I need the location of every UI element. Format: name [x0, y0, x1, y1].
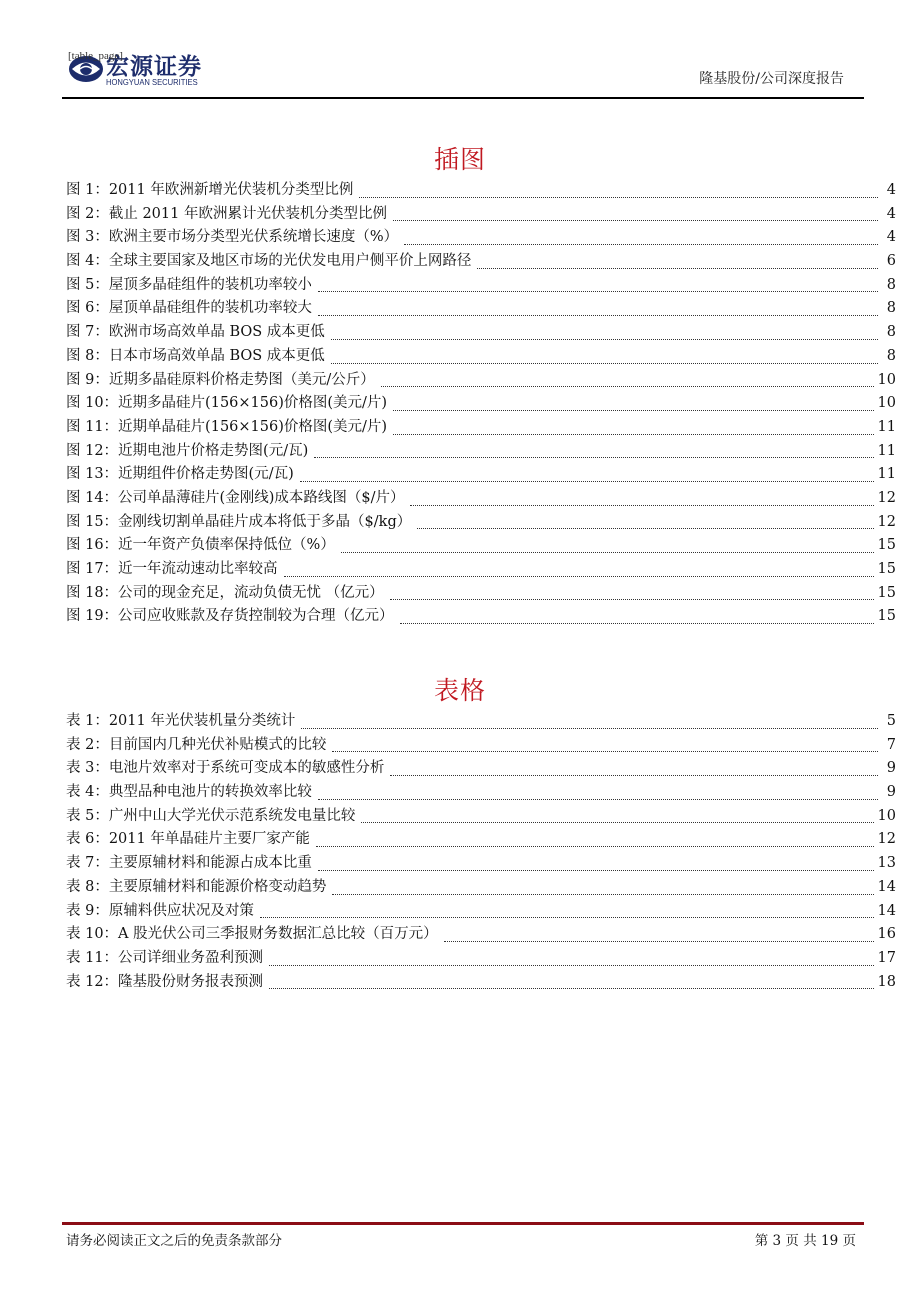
table-entry-label[interactable]: 表 7：主要原辅材料和能源占成本比重 [66, 855, 312, 872]
figure-entry-label[interactable]: 图 6：屋顶单晶硅组件的装机功率较大 [66, 300, 312, 317]
figure-entry-label[interactable]: 图 19：公司应收账款及存货控制较为合理（亿元） [66, 608, 394, 625]
table-entry-page[interactable]: 13 [877, 855, 896, 872]
table-entry[interactable] [66, 781, 896, 805]
figure-entry[interactable] [66, 369, 896, 393]
dot-leader [393, 433, 873, 435]
figure-entry[interactable] [66, 440, 896, 464]
footer-divider [62, 1222, 864, 1225]
dot-leader [318, 314, 878, 316]
table-entry-label[interactable]: 表 10：A 股光伏公司三季报财务数据汇总比较（百万元） [66, 926, 438, 943]
figure-entry-label[interactable]: 图 14：公司单晶薄硅片(金刚线)成本路线图（$/片） [66, 489, 405, 506]
table-entry[interactable] [66, 971, 896, 995]
figure-entry[interactable] [66, 250, 896, 274]
figure-entry-label[interactable]: 图 12：近期电池片价格走势图(元/瓦) [66, 442, 309, 459]
dot-leader [331, 362, 878, 364]
dot-leader [393, 219, 878, 221]
figure-entry-label[interactable]: 图 3：欧洲主要市场分类型光伏系统增长速度（%） [66, 229, 399, 246]
dot-leader [260, 916, 874, 918]
figures-section-title: 插图 [433, 145, 486, 174]
table-entry[interactable] [66, 805, 896, 829]
dot-leader [300, 480, 874, 482]
figure-entry[interactable] [66, 487, 896, 511]
figure-entry[interactable] [66, 203, 896, 227]
table-entry-page[interactable]: 17 [877, 949, 896, 966]
dot-leader [314, 456, 873, 458]
figure-entry-page[interactable]: 15 [877, 537, 896, 554]
logo-chinese-name: 宏源证券 [106, 54, 202, 80]
figure-entry[interactable] [66, 274, 896, 298]
figure-entry-page[interactable]: 11 [877, 442, 896, 459]
figure-entry-page[interactable]: 12 [877, 513, 896, 530]
figure-entry-label[interactable]: 图 4：全球主要国家及地区市场的光伏发电用户侧平价上网路径 [66, 253, 472, 270]
figure-entry-page[interactable]: 6 [886, 253, 896, 270]
table-entry[interactable] [66, 828, 896, 852]
figure-entry[interactable] [66, 297, 896, 321]
figure-entry-label[interactable]: 图 17：近一年流动速动比率较高 [66, 561, 278, 577]
figure-entry-page[interactable]: 8 [886, 276, 896, 293]
figure-entry-label[interactable]: 图 2：截止 2011 年欧洲累计光伏装机分类型比例 [66, 205, 387, 222]
dot-leader [410, 504, 873, 506]
figure-entry[interactable] [66, 534, 896, 558]
figure-entry-label[interactable]: 图 1：2011 年欧洲新增光伏装机分类型比例 [66, 182, 354, 198]
dot-leader [316, 845, 874, 847]
dot-leader [269, 987, 873, 989]
table-entry-page[interactable]: 14 [877, 902, 896, 919]
logo-english-name: HONGYUAN SECURITIES [106, 78, 198, 87]
table-entry-label[interactable]: 表 12：隆基股份财务报表预测 [66, 973, 264, 990]
figure-entry-label[interactable]: 图 18：公司的现金充足，流动负债无忧 （亿元） [66, 584, 384, 601]
table-entry-page[interactable]: 18 [877, 973, 896, 990]
figure-entry-label[interactable]: 图 9：近期多晶硅原料价格走势图（美元/公斤） [66, 371, 375, 388]
table-entry-page[interactable]: 10 [877, 807, 896, 824]
figure-entry-page[interactable]: 15 [877, 608, 896, 625]
table-entry-label[interactable]: 表 4：典型品种电池片的转换效率比较 [66, 784, 312, 801]
dot-leader [318, 290, 878, 292]
figure-entry-page[interactable]: 12 [877, 489, 896, 506]
table-entry-label[interactable]: 表 9：原辅料供应状况及对策 [66, 902, 254, 919]
figure-entry-page[interactable]: 8 [886, 300, 896, 317]
figure-entry-page[interactable]: 10 [877, 371, 896, 388]
figure-entry[interactable] [66, 345, 896, 369]
figure-entry[interactable] [66, 392, 896, 416]
dot-leader [444, 940, 874, 942]
page-header [62, 40, 864, 100]
table-entry-label[interactable]: 表 1：2011 年光伏装机量分类统计 [66, 713, 296, 729]
figure-entry[interactable] [66, 558, 896, 582]
figures-list [66, 179, 896, 629]
figure-entry-page[interactable]: 4 [886, 229, 896, 246]
dot-leader [332, 750, 878, 752]
figure-entry[interactable] [66, 605, 896, 629]
dot-leader [390, 774, 878, 776]
table-entry-label[interactable]: 表 3：电池片效率对于系统可变成本的敏感性分析 [66, 760, 385, 777]
table-entry[interactable] [66, 876, 896, 900]
figure-entry[interactable] [66, 511, 896, 535]
table-entry-page[interactable]: 14 [877, 878, 896, 895]
table-entry-page[interactable]: 12 [877, 831, 896, 848]
table-entry-page[interactable]: 9 [886, 760, 896, 777]
table-entry-label[interactable]: 表 11：公司详细业务盈利预测 [66, 949, 264, 966]
dot-leader [390, 598, 874, 600]
footer-page-info: 第 3 页 共 19 页 [754, 1233, 856, 1249]
figure-entry-page[interactable]: 15 [877, 584, 896, 601]
dot-leader [381, 385, 874, 387]
figure-entry-label[interactable]: 图 5：屋顶多晶硅组件的装机功率较小 [66, 276, 312, 293]
figure-entry-label[interactable]: 图 10：近期多晶硅片(156×156)价格图(美元/片) [66, 395, 388, 412]
dot-leader [341, 551, 874, 553]
dot-leader [400, 622, 874, 624]
dot-leader [332, 893, 873, 895]
figure-entry-page[interactable]: 4 [886, 205, 896, 222]
report-title: 隆基股份/公司深度报告 [699, 71, 844, 87]
figure-entry[interactable] [66, 226, 896, 250]
figure-entry[interactable] [66, 416, 896, 440]
dot-leader [393, 409, 873, 411]
figure-entry-label[interactable]: 图 15：金刚线切割单晶硅片成本将低于多晶（$/kg） [66, 513, 412, 530]
table-entry[interactable] [66, 923, 896, 947]
table-entry-page[interactable]: 7 [886, 736, 896, 753]
dot-leader [318, 798, 878, 800]
dot-leader [284, 575, 874, 577]
table-entry-page[interactable]: 5 [886, 713, 896, 729]
dot-leader [417, 527, 873, 529]
figure-entry-page[interactable]: 15 [877, 561, 896, 577]
table-entry[interactable] [66, 900, 896, 924]
figure-entry-label[interactable]: 图 13：近期组件价格走势图(元/瓦) [66, 466, 294, 483]
dot-leader [361, 821, 873, 823]
table-entry-label[interactable]: 表 5：广州中山大学光伏示范系统发电量比较 [66, 807, 356, 824]
footer-disclaimer: 请务必阅读正文之后的免责条款部分 [66, 1233, 282, 1249]
table-entry[interactable] [66, 757, 896, 781]
dot-leader [331, 338, 878, 340]
figure-entry-page[interactable]: 8 [886, 324, 896, 341]
table-entry[interactable] [66, 710, 896, 734]
table-entry-label[interactable]: 表 6：2011 年单晶硅片主要厂家产能 [66, 831, 310, 848]
figure-entry-label[interactable]: 图 8：日本市场高效单晶 BOS 成本更低 [66, 347, 325, 364]
tables-list [66, 710, 896, 994]
figure-entry-page[interactable]: 4 [886, 182, 896, 198]
tables-section-title: 表格 [433, 676, 486, 705]
dot-leader [301, 727, 878, 729]
table-entry-label[interactable]: 表 2：目前国内几种光伏补贴模式的比较 [66, 736, 327, 753]
figure-entry[interactable] [66, 179, 896, 203]
dot-leader [318, 869, 874, 871]
figure-entry-page[interactable]: 10 [877, 395, 896, 412]
table-entry[interactable] [66, 734, 896, 758]
figure-entry[interactable] [66, 463, 896, 487]
figure-entry[interactable] [66, 582, 896, 606]
dot-leader [477, 267, 878, 269]
dot-leader [359, 196, 878, 198]
table-entry-page[interactable]: 16 [877, 926, 896, 943]
page-tag: [table_page] [68, 50, 123, 62]
figure-entry-label[interactable]: 图 7：欧洲市场高效单晶 BOS 成本更低 [66, 324, 325, 341]
header-divider [62, 97, 864, 99]
table-entry[interactable] [66, 947, 896, 971]
figure-entry-page[interactable]: 8 [886, 347, 896, 364]
dot-leader [404, 243, 878, 245]
figure-entry-page[interactable]: 11 [877, 418, 896, 435]
figure-entry-label[interactable]: 图 16：近一年资产负债率保持低位（%） [66, 537, 335, 554]
company-logo [62, 46, 262, 90]
figure-entry-page[interactable]: 11 [877, 466, 896, 483]
dot-leader [269, 964, 873, 966]
figure-entry[interactable] [66, 321, 896, 345]
table-entry-label[interactable]: 表 8：主要原辅材料和能源价格变动趋势 [66, 878, 327, 895]
table-entry-page[interactable]: 9 [886, 784, 896, 801]
table-entry[interactable] [66, 852, 896, 876]
figure-entry-label[interactable]: 图 11：近期单晶硅片(156×156)价格图(美元/片) [66, 418, 388, 435]
